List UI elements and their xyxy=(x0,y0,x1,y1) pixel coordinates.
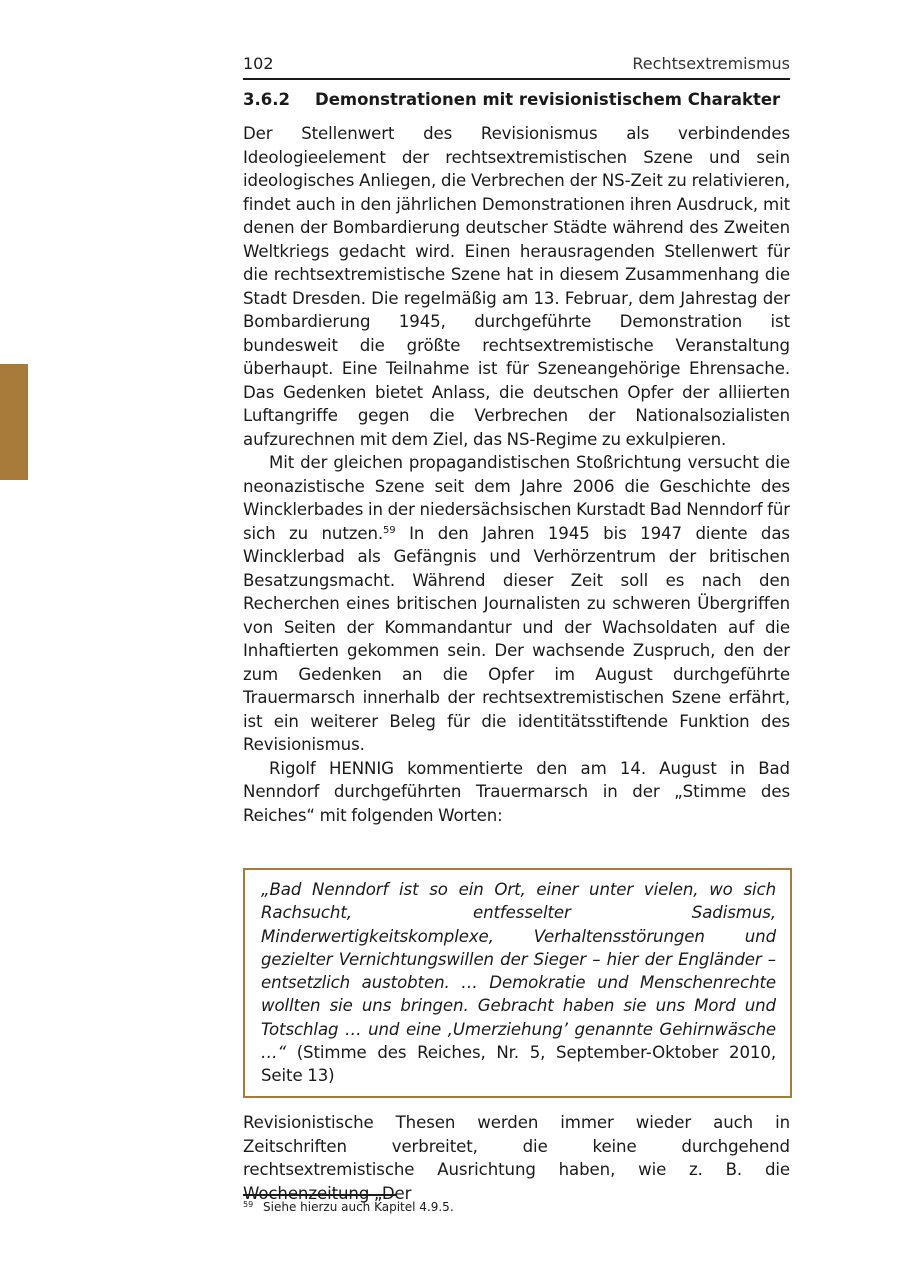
quote-box xyxy=(243,868,792,1098)
quote-source: (Stimme des Reiches, Nr. 5, September-Oktober 2010, Seite 13) xyxy=(261,1043,776,1086)
footnote-reference[interactable]: 59 xyxy=(383,524,396,536)
continuation-text xyxy=(243,1111,790,1205)
chapter-title: Rechtsextremismus xyxy=(632,54,790,73)
section-number: 3.6.2 xyxy=(243,90,290,109)
quote-text: „Bad Nenndorf ist so ein Ort, einer unter vielen, wo sich Rachsucht, entfesselter Sadismus, Minderwertigkeitskomplexe, Verhaltensstörungen und gezielter Vernichtungswillen der Sieger – hier der Engländer – entsetzlich austobten. … Demokratie und Menschenrechte wollten sie uns bringen. Gebracht haben sie uns Mord und Totschlag … und eine ‚Umerziehung’ genannte Gehirnwäsche …“ xyxy=(261,880,776,1063)
paragraph-2-part-2: In den Jahren 1945 bis 1947 diente das Wincklerbad als Gefängnis und Verhörzentrum der britischen Besatzungsmacht. Während dieser Zeit soll es nach den Recherchen eines britischen Journalisten zu schweren Übergriffen von Seiten der Kommandantur und der Wachsoldaten auf die Inhaftierten gekommen sein. Der wachsende Zuspruch, den der zum Gedenken an die Opfer im August durchgeführte Trauermarsch innerhalb der rechtsextremistischen Szene erfährt, ist ein weiterer Beleg für die identitätsstiftende Funktion des Revisionismus. xyxy=(243,523,790,754)
footnote-text: Siehe hierzu auch Kapitel 4.9.5. xyxy=(263,1200,454,1214)
paragraph-1: Der Stellenwert des Revisionismus als verbindendes Ideologieelement der rechtsextremistischen Szene und sein ideologisches Anliegen, die Verbrechen der NS-Zeit zu relativieren, findet auch in den jährlichen Demonstrationen ihren Ausdruck, mit denen der Bombardierung deutscher Städte während des Zweiten Weltkriegs gedacht wird. Einen herausragenden Stellenwert für die rechtsextremistische Szene hat in diesem Zusammenhang die Stadt Dresden. Die regelmäßig am 13. Februar, dem Jahrestag der Bombardierung 1945, durchgeführte Demonstration ist bundesweit die größte rechtsextremistische Veranstaltung überhaupt. Eine Teilnahme ist für Szeneangehörige Ehrensache. Das Gedenken bietet Anlass, die deutschen Opfer der alliierten Luftangriffe gegen die Verbrechen der Nationalsozialisten aufzurechnen mit dem Ziel, das NS-Regime zu exkulpieren. xyxy=(243,124,790,449)
section-heading xyxy=(243,89,790,111)
page-number: 102 xyxy=(243,54,274,73)
paragraph-2-part-1: Mit der gleichen propagandistischen Stoßrichtung versucht die neonazistische Szene seit dem Jahre 2006 die Geschichte des Wincklerbades in der niedersächsischen Kurstadt Bad Nenndorf für sich zu nutzen. xyxy=(243,453,790,543)
chapter-tab-marker xyxy=(0,364,28,480)
paragraph-3: Rigolf HENNIG kommentierte den am 14. August in Bad Nenndorf durchgeführten Trauermarsch in der „Stimme des Reiches“ mit folgenden Worten: xyxy=(243,758,790,825)
running-header xyxy=(243,52,790,80)
section-title: Demonstrationen mit revisionistischem Charakter xyxy=(315,90,781,109)
footnote-divider xyxy=(243,1194,397,1196)
paragraph-4: Revisionistische Thesen werden immer wieder auch in Zeitschriften verbreitet, die keine durchgehend rechtsextremistische Ausrichtung haben, wie z. B. die Wochenzeitung „Der xyxy=(243,1113,790,1203)
footnote: 59 Siehe hierzu auch Kapitel 4.9.5. xyxy=(243,1200,454,1214)
body-text xyxy=(243,122,790,827)
paragraph-2 xyxy=(243,451,790,757)
